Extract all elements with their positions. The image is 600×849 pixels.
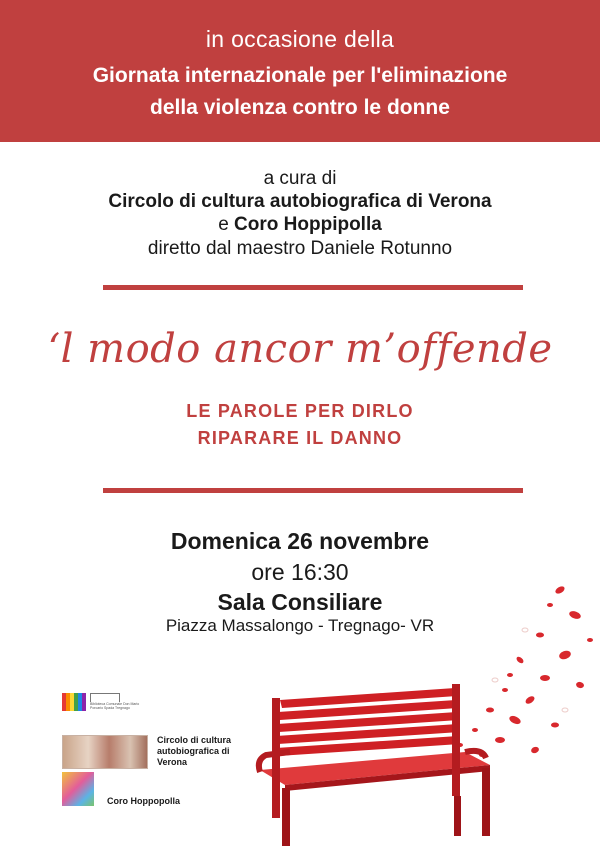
banner-line-1: in occasione della — [205, 26, 395, 52]
event-address: Piazza Massalongo - Tregnago- VR — [165, 616, 435, 635]
conjunction: e — [218, 214, 229, 235]
subtitle-2: RIPARARE IL DANNO — [197, 428, 403, 448]
event-venue: Sala Consiliare — [217, 589, 383, 615]
petals — [457, 585, 593, 757]
library-name: Biblioteca Comunale Don Mario Porcario Spada Tregnago — [90, 702, 140, 710]
curated-by: a cura di — [263, 168, 337, 189]
divider-top — [103, 285, 523, 290]
coro-label: Coro Hoppopolla — [107, 796, 180, 806]
library-logo — [62, 693, 150, 719]
subtitle-1: LE PAROLE PER DIRLO — [186, 401, 414, 421]
rainbow-bars-icon — [62, 693, 86, 711]
banner-line-2: Giornata internazionale per l'eliminazione — [92, 64, 508, 87]
header-banner — [0, 0, 600, 142]
director-line: diretto dal maestro Daniele Rotunno — [147, 238, 453, 259]
choir-name: Coro Hoppipolla — [234, 214, 382, 235]
red-bench — [259, 684, 490, 846]
event-title: ‘l modo ancor m’offende — [47, 326, 553, 372]
divider-bottom — [103, 488, 523, 493]
banner-line-3: della violenza contro le donne — [150, 96, 450, 119]
coro-logo-image — [62, 772, 94, 806]
bench-illustration — [220, 560, 600, 849]
choir-line — [0, 214, 600, 236]
organizer-name: Circolo di cultura autobiografica di Verona — [108, 191, 492, 212]
event-date: Domenica 26 novembre — [170, 528, 430, 554]
event-time: ore 16:30 — [251, 559, 349, 585]
circolo-label: Circolo di cultura autobiografica di Verona — [157, 735, 232, 767]
library-building-icon — [90, 693, 120, 702]
circolo-logo-image — [62, 735, 148, 769]
